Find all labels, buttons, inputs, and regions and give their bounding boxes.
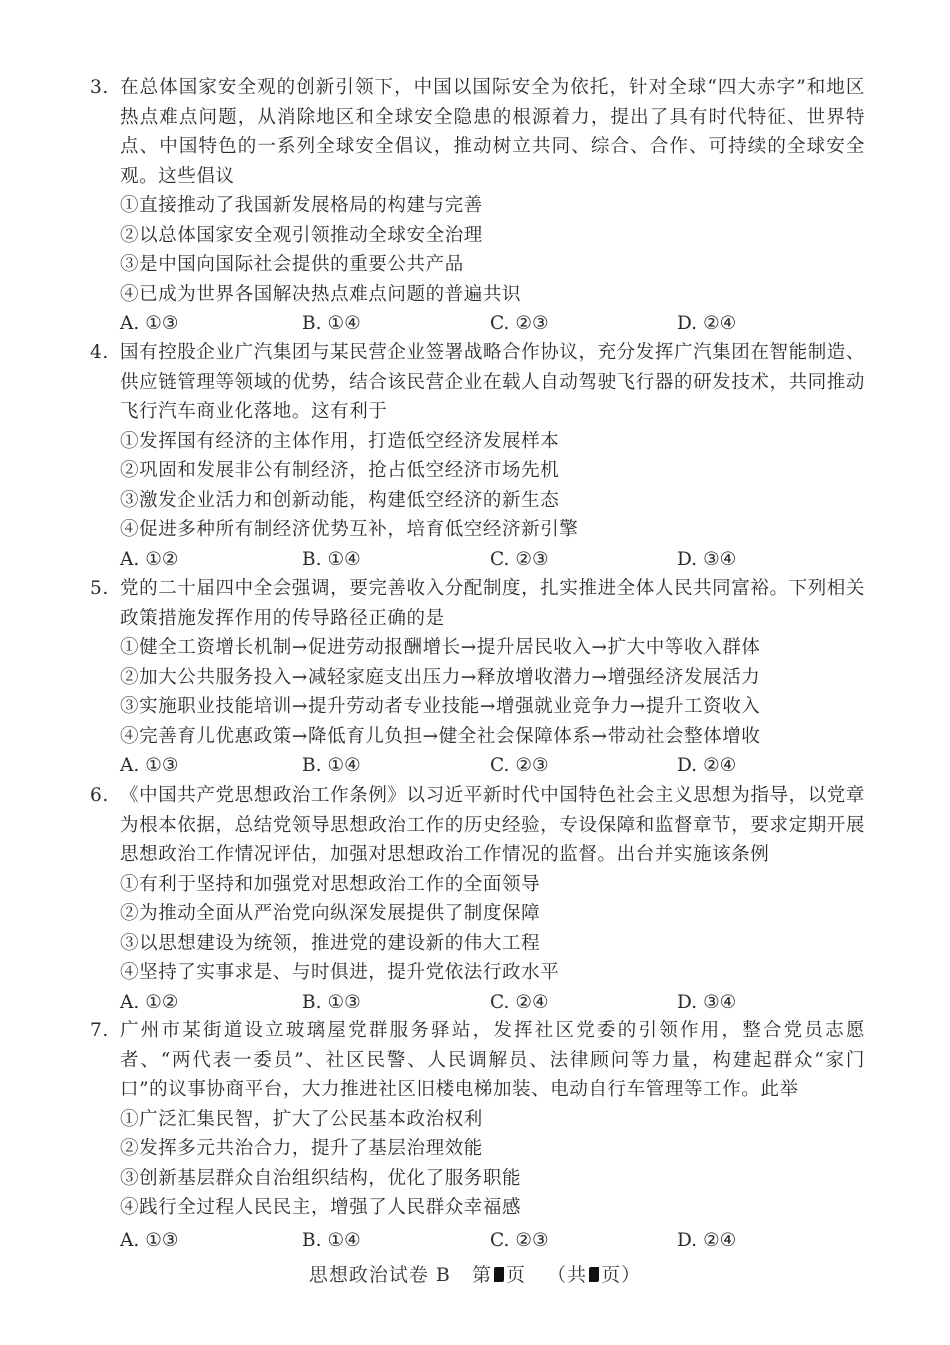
statement-4: ④坚持了实事求是、与时俱进，提升党依法行政水平 xyxy=(120,962,560,983)
redacted-page-number-icon xyxy=(494,1267,504,1282)
answer-choices xyxy=(90,988,865,1018)
question-stem: 在总体国家安全观的创新引领下，中国以国际安全为依托，针对全球“四大赤字”和地区热点难点问题，从消除地区和全球安全隐患的根源着力，提出了具有时代特征、世界特点、中国特色的一系列全球安全倡议，推动树立共同、综合、合作、可持续的全球安全观。这些倡议 xyxy=(120,77,865,187)
statement-4: ④完善育儿优惠政策→降低育儿负担→健全社会保障体系→带动社会整体增收 xyxy=(120,725,761,747)
choice-d[interactable]: D. ③④ xyxy=(677,991,737,1013)
total-suffix: 页） xyxy=(601,1264,642,1286)
statement-1: ①广泛汇集民智，扩大了公民基本政治权利 xyxy=(120,1108,483,1130)
question-7 xyxy=(90,1016,865,1255)
statement-3: ③激发企业活力和创新动能，构建低空经济的新生态 xyxy=(120,489,560,511)
choice-d[interactable]: D. ②④ xyxy=(677,1229,737,1251)
choice-c[interactable]: C. ②③ xyxy=(490,313,549,334)
page-suffix: 页 xyxy=(505,1264,526,1286)
choice-b[interactable]: B. ①④ xyxy=(302,755,361,776)
statement-4: ④促进多种所有制经济优势互补，培育低空经济新引擎 xyxy=(120,519,579,540)
choice-a[interactable]: A. ①② xyxy=(120,991,179,1013)
statement-1: ①健全工资增长机制→促进劳动报酬增长→提升居民收入→扩大中等收入群体 xyxy=(120,637,761,658)
answer-choices xyxy=(90,751,865,781)
statement-2: ②发挥多元共治合力，提升了基层治理效能 xyxy=(120,1138,483,1159)
statement-1: ①有利于坚持和加强党对思想政治工作的全面领导 xyxy=(120,873,541,895)
question-stem: 党的二十届四中全会强调，要完善收入分配制度，扎实推进全体人民共同富裕。下列相关政策措施发挥作用的传导路径正确的是 xyxy=(120,578,865,629)
exam-subject: 思想政治试卷 B xyxy=(308,1264,451,1286)
statement-2: ②为推动全面从严治党向纵深发展提供了制度保障 xyxy=(120,903,541,924)
statement-3: ③实施职业技能培训→提升劳动者专业技能→增强就业竞争力→提升工资收入 xyxy=(120,696,761,717)
choice-d[interactable]: D. ③④ xyxy=(677,548,737,570)
question-number: 6. xyxy=(90,785,109,806)
statement-4: ④已成为世界各国解决热点难点问题的普遍共识 xyxy=(120,283,522,305)
choice-a[interactable]: A. ①③ xyxy=(120,313,179,334)
choice-c[interactable]: C. ②③ xyxy=(490,1229,549,1251)
statement-2: ②加大公共服务投入→减轻家庭支出压力→释放增收潜力→增强经济发展活力 xyxy=(120,666,761,688)
statement-3: ③是中国向国际社会提供的重要公共产品 xyxy=(120,254,464,275)
redacted-total-pages-icon xyxy=(589,1267,599,1282)
question-6 xyxy=(90,781,865,1017)
answer-choices xyxy=(90,309,865,339)
choice-c[interactable]: C. ②③ xyxy=(490,755,549,776)
question-number: 4. xyxy=(90,342,109,363)
choice-a[interactable]: A. ①③ xyxy=(120,1229,179,1251)
question-3 xyxy=(90,73,865,339)
question-4 xyxy=(90,338,865,574)
statement-4: ④践行全过程人民民主，增强了人民群众幸福感 xyxy=(120,1197,522,1218)
statement-1: ①直接推动了我国新发展格局的构建与完善 xyxy=(120,195,483,216)
page-prefix: 第 xyxy=(471,1264,492,1286)
answer-choices xyxy=(90,545,865,575)
statement-2: ②以总体国家安全观引领推动全球安全治理 xyxy=(120,224,483,246)
choice-b[interactable]: B. ①④ xyxy=(302,548,361,570)
choice-a[interactable]: A. ①② xyxy=(120,548,179,570)
question-stem: 《中国共产党思想政治工作条例》以习近平新时代中国特色社会主义思想为指导，以党章为根本依据，总结党领导思想政治工作的历史经验，专设保障和监督章节，要求定期开展思想政治工作情况评估，加强对思想政治工作情况的监督。出台并实施该条例 xyxy=(120,785,865,865)
page-footer xyxy=(0,1260,950,1290)
question-number: 7. xyxy=(90,1020,109,1041)
choice-d[interactable]: D. ②④ xyxy=(677,313,737,334)
choice-c[interactable]: C. ②④ xyxy=(490,991,549,1013)
question-number: 3. xyxy=(90,77,109,98)
choice-a[interactable]: A. ①③ xyxy=(120,755,179,776)
choice-d[interactable]: D. ②④ xyxy=(677,755,737,776)
question-stem: 广州市某街道设立玻璃屋党群服务驿站，发挥社区党委的引领作用，整合党员志愿者、“两代表一委员”、社区民警、人民调解员、法律顾问等力量，构建起群众“家门口”的议事协商平台，大力推进社区旧楼电梯加装、电动自行车管理等工作。此举 xyxy=(120,1020,865,1100)
choice-c[interactable]: C. ②③ xyxy=(490,548,549,570)
statement-3: ③以思想建设为统领，推进党的建设新的伟大工程 xyxy=(120,932,541,954)
statement-3: ③创新基层群众自治组织结构，优化了服务职能 xyxy=(120,1167,522,1189)
question-number: 5. xyxy=(90,578,109,599)
total-prefix: （共 xyxy=(547,1264,588,1286)
choice-b[interactable]: B. ①③ xyxy=(302,991,361,1013)
statement-2: ②巩固和发展非公有制经济，抢占低空经济市场先机 xyxy=(120,460,560,481)
answer-choices xyxy=(90,1226,865,1256)
question-stem: 国有控股企业广汽集团与某民营企业签署战略合作协议，充分发挥广汽集团在智能制造、供应链管理等领域的优势，结合该民营企业在载人自动驾驶飞行器的研发技术，共同推动飞行汽车商业化落地。这有利于 xyxy=(120,342,865,422)
choice-b[interactable]: B. ①④ xyxy=(302,1229,361,1251)
statement-1: ①发挥国有经济的主体作用，打造低空经济发展样本 xyxy=(120,430,560,452)
choice-b[interactable]: B. ①④ xyxy=(302,313,361,334)
question-5 xyxy=(90,574,865,781)
